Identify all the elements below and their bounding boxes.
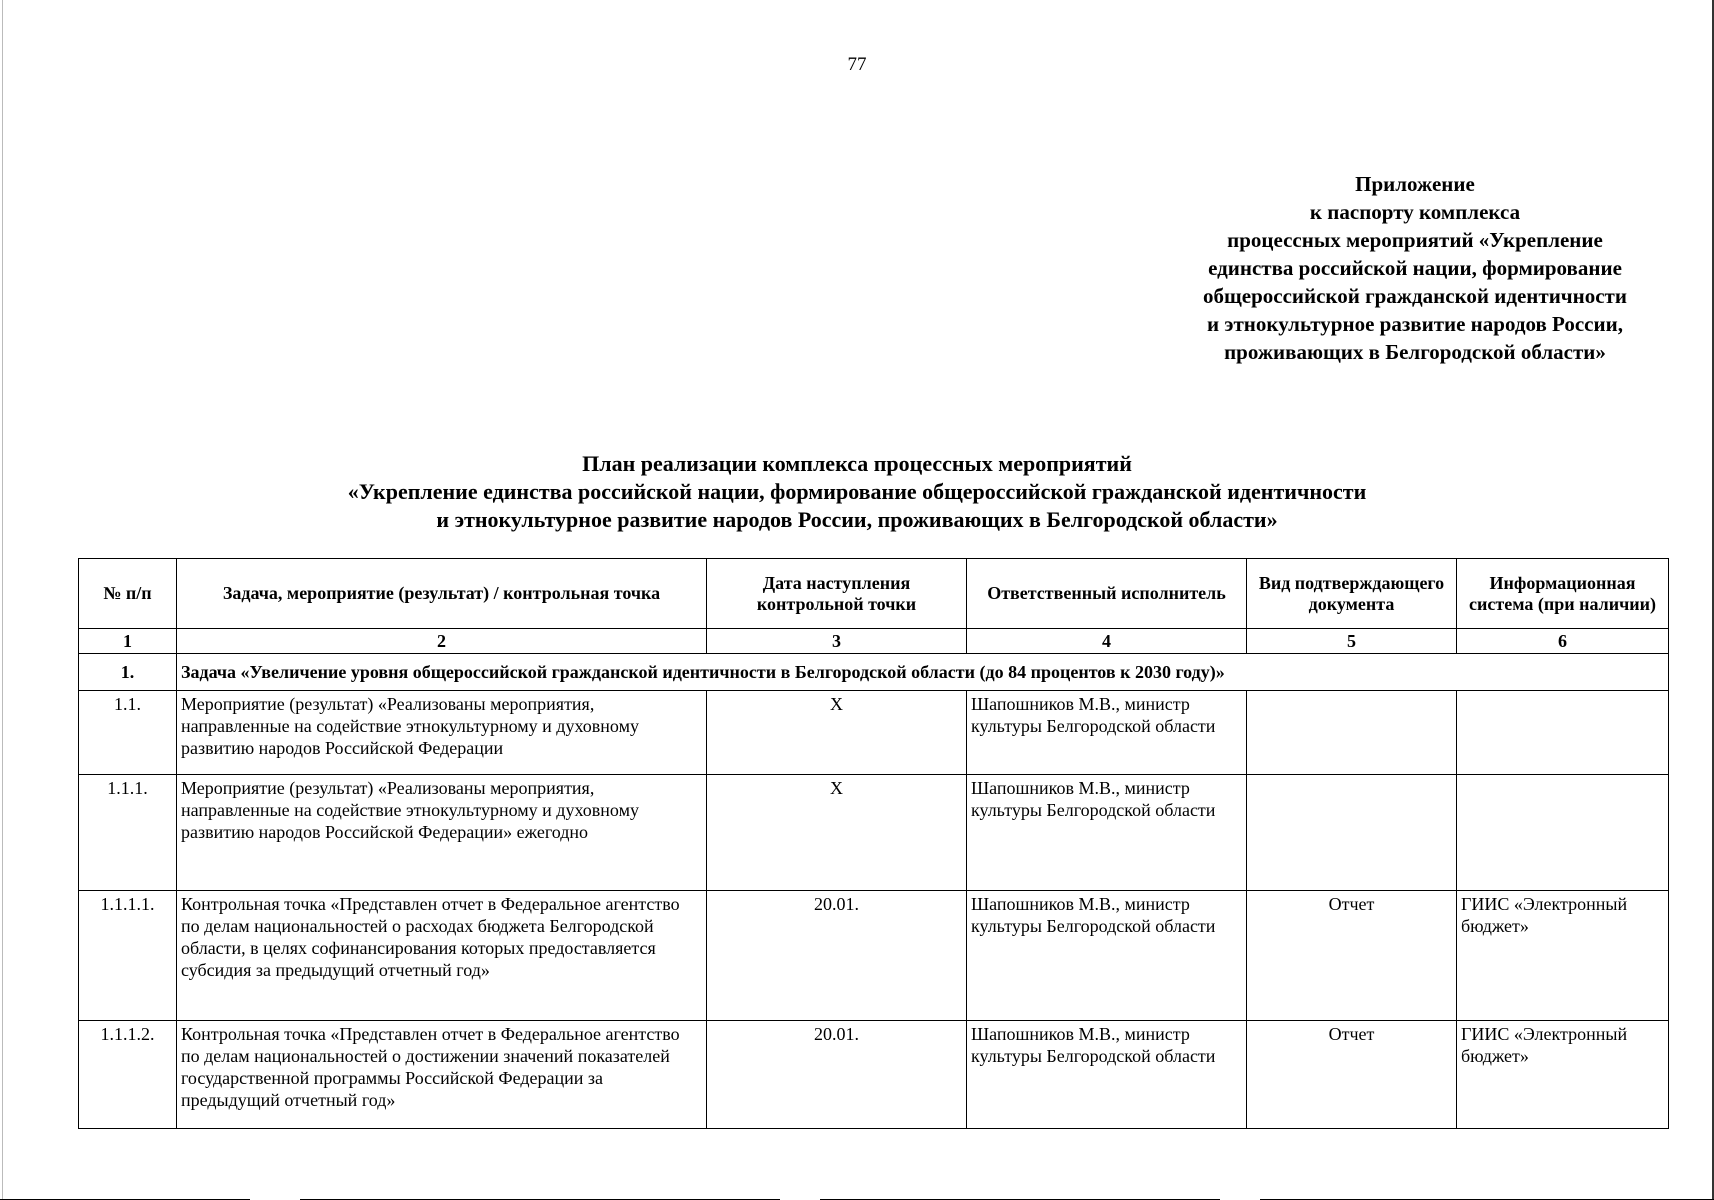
row-doc-type: Отчет — [1247, 1021, 1457, 1129]
table-row — [79, 775, 1669, 891]
header-info-system: Информационная система (при наличии) — [1457, 559, 1669, 629]
header-task: Задача, мероприятие (результат) / контрольная точка — [177, 559, 707, 629]
row-date: X — [707, 775, 967, 891]
appendix-heading — [1150, 170, 1680, 366]
row-responsible: Шапошников М.В., министр культуры Белгородской области — [967, 691, 1247, 775]
appendix-line: Приложение — [1355, 172, 1475, 196]
column-number: 4 — [967, 629, 1247, 654]
row-doc-type: Отчет — [1247, 891, 1457, 1021]
appendix-line: общероссийской гражданской идентичности — [1203, 284, 1627, 308]
table-row — [79, 891, 1669, 1021]
row-task: Мероприятие (результат) «Реализованы мероприятия, направленные на содействие этнокультурному и духовному развитию народов Российской Федерации» ежегодно — [177, 775, 707, 891]
row-responsible: Шапошников М.В., министр культуры Белгородской области — [967, 891, 1247, 1021]
appendix-line: и этнокультурное развитие народов России, — [1207, 312, 1623, 336]
plan-title-line: План реализации комплекса процессных мероприятий — [582, 451, 1132, 476]
row-responsible: Шапошников М.В., министр культуры Белгородской области — [967, 1021, 1247, 1129]
task-row — [79, 654, 1669, 691]
row-info-system — [1457, 775, 1669, 891]
row-task: Контрольная точка «Представлен отчет в Федеральное агентство по делам национальностей о расходах бюджета Белгородской области, в целях софинансирования которых предоставляется субсидия за предыдущий отчетный год» — [177, 891, 707, 1021]
task-num: 1. — [79, 654, 177, 691]
header-num: № п/п — [79, 559, 177, 629]
row-info-system — [1457, 691, 1669, 775]
column-number: 5 — [1247, 629, 1457, 654]
row-responsible: Шапошников М.В., министр культуры Белгородской области — [967, 775, 1247, 891]
row-doc-type — [1247, 691, 1457, 775]
appendix-line: процессных мероприятий «Укрепление — [1227, 228, 1603, 252]
plan-table — [78, 558, 1669, 1129]
table-row — [79, 1021, 1669, 1129]
row-task: Контрольная точка «Представлен отчет в Федеральное агентство по делам национальностей о достижении значений показателей государственной программы Российской Федерации за предыдущий отчетный год» — [177, 1021, 707, 1129]
row-info-system: ГИИС «Электронный бюджет» — [1457, 1021, 1669, 1129]
row-date: 20.01. — [707, 1021, 967, 1129]
header-doc-type: Вид подтверждающего документа — [1247, 559, 1457, 629]
column-number: 1 — [79, 629, 177, 654]
appendix-line: проживающих в Белгородской области» — [1224, 340, 1606, 364]
plan-title — [0, 450, 1714, 534]
appendix-line: единства российской нации, формирование — [1208, 256, 1622, 280]
column-number: 6 — [1457, 629, 1669, 654]
row-num: 1.1.1.1. — [79, 891, 177, 1021]
header-responsible: Ответственный исполнитель — [967, 559, 1247, 629]
column-number-row — [79, 629, 1669, 654]
row-num: 1.1. — [79, 691, 177, 775]
task-text: Задача «Увеличение уровня общероссийской гражданской идентичности в Белгородской области (до 84 процентов к 2030 году)» — [177, 654, 1669, 691]
row-num: 1.1.1. — [79, 775, 177, 891]
row-date: X — [707, 691, 967, 775]
table-header-row — [79, 559, 1669, 629]
plan-title-line: «Укрепление единства российской нации, формирование общероссийской гражданской идентичности — [347, 479, 1367, 504]
page-number: 77 — [847, 54, 867, 75]
header-date: Дата наступления контрольной точки — [707, 559, 967, 629]
column-number: 3 — [707, 629, 967, 654]
table-row — [79, 691, 1669, 775]
row-doc-type — [1247, 775, 1457, 891]
row-info-system: ГИИС «Электронный бюджет» — [1457, 891, 1669, 1021]
row-task: Мероприятие (результат) «Реализованы мероприятия, направленные на содействие этнокультурному и духовному развитию народов Российской Федерации — [177, 691, 707, 775]
column-number: 2 — [177, 629, 707, 654]
page-left-edge — [2, 0, 3, 1200]
appendix-line: к паспорту комплекса — [1309, 200, 1521, 224]
row-num: 1.1.1.2. — [79, 1021, 177, 1129]
row-date: 20.01. — [707, 891, 967, 1021]
plan-title-line: и этнокультурное развитие народов России, проживающих в Белгородской области» — [436, 507, 1278, 532]
